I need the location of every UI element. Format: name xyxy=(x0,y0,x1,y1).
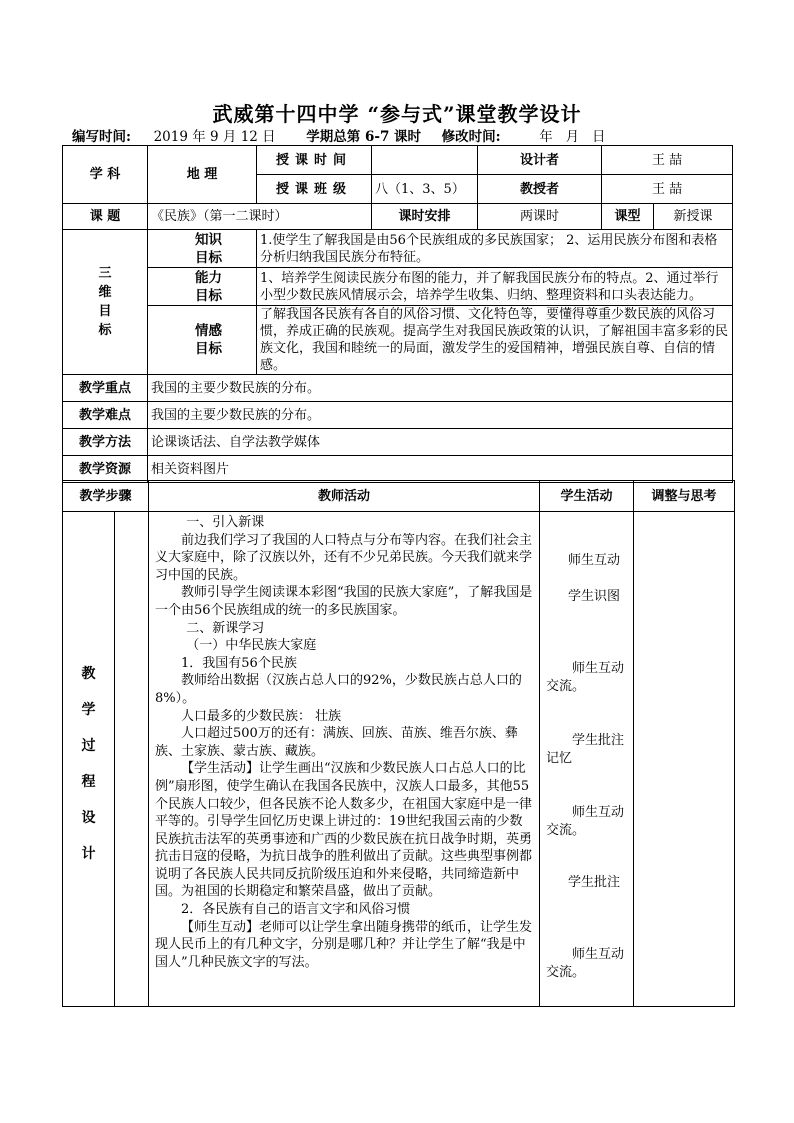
paragraph: （一）中华民族大家庭 xyxy=(186,638,317,654)
resource-value: 相关资料图片 xyxy=(148,456,733,483)
student-activity-item: 学生批注 xyxy=(568,875,621,890)
schedule-label: 课时安排 xyxy=(372,204,478,230)
period-label: 学期总第 6-7 课时 xyxy=(306,129,422,145)
header-info-line xyxy=(72,125,732,145)
teach-time-value xyxy=(372,146,478,175)
emotion-goal-text: 了解我国各民族有各自的风俗习惯、文化特色等，要懂得尊重少数民族的风俗习惯，养成正确的民族观。提高学生对我国民族政策的认识，了解祖国丰富多彩的民族文化，我国和睦统一的局面，激发学生的爱国精神，增强民族自尊、自信的情感。 xyxy=(257,306,733,375)
student-activity-item: 师生互动交流。 xyxy=(546,947,625,980)
student-activity-header: 学生活动 xyxy=(540,481,634,512)
subject-value: 地 理 xyxy=(148,146,257,204)
goals-label: 三维目标 xyxy=(63,230,148,375)
student-activity-item: 学生批注记忆 xyxy=(546,733,625,766)
topic-label: 课 题 xyxy=(63,204,148,230)
type-label: 课型 xyxy=(602,204,654,230)
teacher-value: 王 喆 xyxy=(602,175,733,204)
schedule-value: 两课时 xyxy=(478,204,602,230)
ability-goal-label: 能力目标 xyxy=(148,268,257,306)
paragraph: 教师给出数据（汉族占总人口的92%，少数民族占总人口的8%）。 xyxy=(155,673,522,706)
class-value: 八（1、3、5） xyxy=(372,175,478,204)
student-activity-item: 师生互动交流。 xyxy=(546,661,625,694)
type-value: 新授课 xyxy=(654,204,733,230)
student-activity-item: 师生互动 xyxy=(568,553,621,568)
student-activity-content xyxy=(540,512,634,1007)
steps-header: 教学步骤 xyxy=(63,481,149,512)
write-time-value: 2019 年 9 月 12 日 xyxy=(153,129,276,145)
knowledge-goal-label: 知识目标 xyxy=(148,230,257,268)
student-activity-item: 学生识图 xyxy=(568,589,621,604)
difficulty-value: 我国的主要少数民族的分布。 xyxy=(148,402,733,429)
difficulty-label: 教学难点 xyxy=(63,402,148,429)
process-label: 教 学 过 程 设 计 xyxy=(63,512,115,1007)
paragraph: 【师生互动】老师可以让学生拿出随身携带的纸币，让学生发现人民币上的有几种文字，分别是哪几种？并让学生了解“我是中国人”几种民族文字的写法。 xyxy=(155,919,533,970)
paragraph: 人口最多的少数民族： 壮族 xyxy=(181,708,342,724)
resource-label: 教学资源 xyxy=(63,456,148,483)
paragraph: 人口超过500万的还有：满族、回族、苗族、维吾尔族、彝族、土家族、蒙古族、藏族。 xyxy=(155,726,518,759)
adjust-header: 调整与思考 xyxy=(634,481,735,512)
designer-label: 设计者 xyxy=(478,146,602,175)
paragraph: 教师引导学生阅读课本彩图“我国的民族大家庭”，了解我国是一个由56个民族组成的统一的多民族国家。 xyxy=(155,585,533,618)
teach-time-label: 授课时间 xyxy=(257,146,372,175)
student-activity-item: 师生互动交流。 xyxy=(546,805,625,838)
teacher-activity-content xyxy=(149,512,540,1007)
teacher-activity-header: 教师活动 xyxy=(149,481,540,512)
write-time-label: 编写时间: xyxy=(72,129,131,145)
subject-label: 学 科 xyxy=(63,146,148,204)
key-point-value: 我国的主要少数民族的分布。 xyxy=(148,375,733,402)
paragraph: 二、新课学习 xyxy=(186,620,265,636)
knowledge-goal-text: 1.使学生了解我国是由56个民族组成的多民族国家； 2、运用民族分布图和表格分析归纳我国民族分布特征。 xyxy=(257,230,733,268)
method-value: 论课谈话法、自学法教学媒体 xyxy=(148,429,733,456)
steps-sub-column xyxy=(115,512,149,1007)
class-label: 授课班级 xyxy=(257,175,372,204)
method-label: 教学方法 xyxy=(63,429,148,456)
designer-value: 王 喆 xyxy=(602,146,733,175)
adjust-content xyxy=(634,512,735,1007)
ability-goal-text: 1、培养学生阅读民族分布图的能力，并了解我国民族分布的特点。2、通过举行小型少数民族风情展示会，培养学生收集、归纳、整理资料和口头表达能力。 xyxy=(257,268,733,306)
paragraph: 1．我国有56个民族 xyxy=(181,655,297,671)
modify-time-value: 年 月 日 xyxy=(539,129,606,145)
paragraph: 【学生活动】让学生画出“汉族和少数民族人口占总人口的比例”扇形图，使学生确认在我国各民族中，汉族人口最多，其他55个民族人口较少，但各民族不论人数多少，在祖国大家庭中是一律平等的。引导学生回忆历史课上讲过的：19世纪我国云南的少数民族抗击法军的英勇事迹和广西的少数民族在抗日战争时期，英勇抗击日寇的侵略，为抗日战争的胜利做出了贡献。这些典型事例都说明了各民族人民共同反抗阶级压迫和外来侵略，共同缔造新中国。为祖国的长期稳定和繁荣昌盛，做出了贡献。 xyxy=(155,761,533,900)
modify-time-label: 修改时间: xyxy=(441,129,501,145)
teacher-label: 教授者 xyxy=(478,175,602,204)
paragraph: 2．各民族有自己的语言文字和风俗习惯 xyxy=(181,902,411,918)
paragraph: 一、引入新课 xyxy=(186,515,265,530)
topic-value: 《民族》（第一二课时） xyxy=(148,204,372,230)
lesson-info-table xyxy=(62,145,733,483)
paragraph: 前边我们学习了我国的人口特点与分布等内容。在我们社会主义大家庭中，除了汉族以外，还有不少兄弟民族。今天我们就来学习中国的民族。 xyxy=(155,532,533,583)
process-table xyxy=(62,480,735,1007)
page-title: 武威第十四中学 “参与式”课堂教学设计 xyxy=(212,102,582,126)
emotion-goal-label: 情感目标 xyxy=(148,306,257,375)
key-point-label: 教学重点 xyxy=(63,375,148,402)
